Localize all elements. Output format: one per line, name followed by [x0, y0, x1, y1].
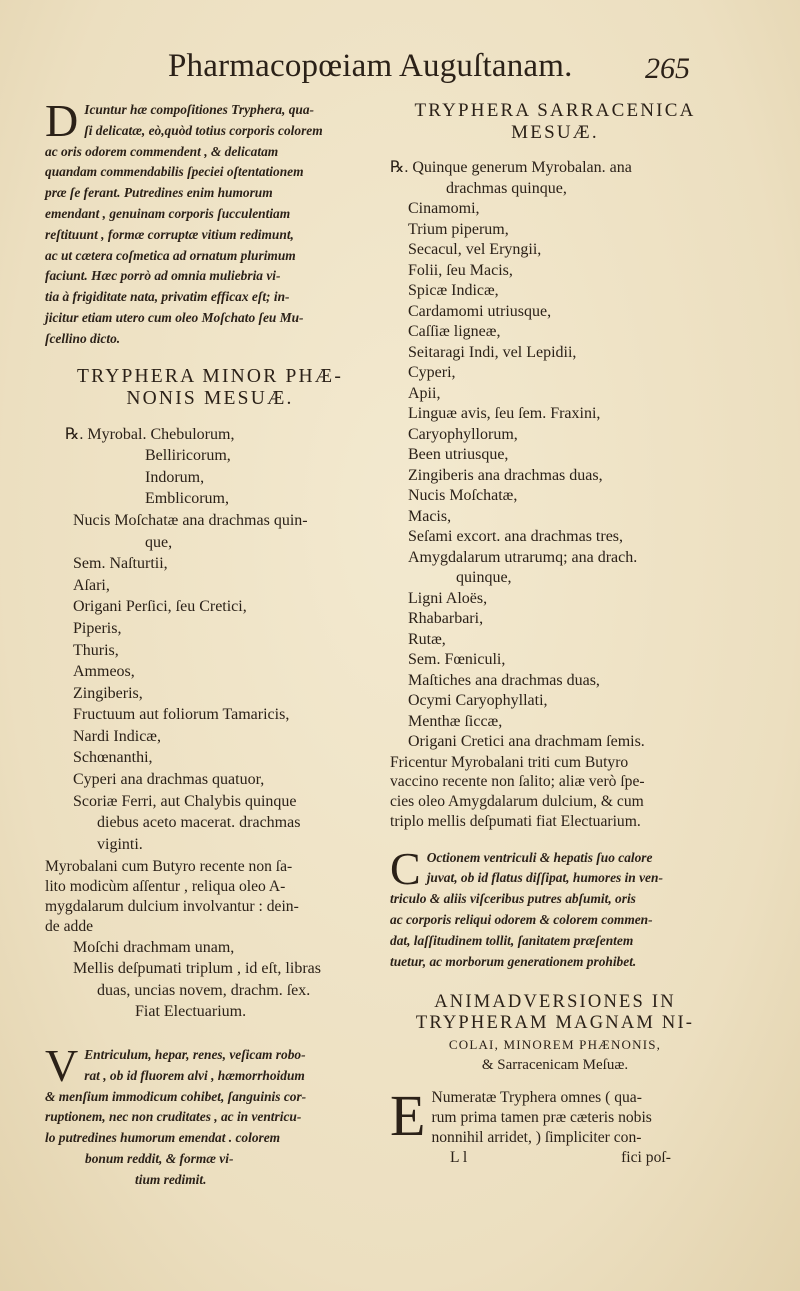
catchword: fici poſ- — [621, 1148, 671, 1166]
recipe-line: Fiat Electuarium. — [135, 1003, 247, 1021]
recipe-line: Cardamomi utriusque, — [408, 302, 552, 320]
heading-line: MESUÆ. — [511, 122, 599, 143]
recipe-line: Rhabarbari, — [408, 610, 484, 627]
virtues-paragraph — [45, 1040, 375, 1191]
recipe-line: Secacul, vel Eryngii, — [408, 241, 542, 258]
recipe-line: Zingiberis ana drachmas duas, — [408, 466, 603, 484]
recipe-line: Folii, ſeu Macis, — [408, 261, 513, 279]
dropcap-d: D — [45, 95, 79, 146]
recipe-line: Cyperi ana drachmas quatuor, — [73, 771, 265, 789]
recipe-line: Menthæ ſiccæ, — [408, 712, 503, 730]
recipe-line: Piperis, — [73, 619, 122, 637]
text-line: ac ut cætera coſmetica ad ornatum plurimum — [45, 247, 296, 263]
recipe-line: Belliricorum, — [145, 447, 231, 465]
text-line: ſi delicatæ, eò,quòd totius corporis colorem — [84, 122, 323, 138]
recipe-line: Sem. Fœniculi, — [408, 651, 506, 668]
text-line: emendant , genuinam corporis ſucculentiam — [45, 205, 291, 221]
text-line: ac oris odorem commendent , & delicatam — [45, 143, 279, 159]
text-line: jicitur etiam utero cum oleo Moſchato ſeu Mu- — [45, 309, 304, 325]
text-line: juvat, ob id flatus diſſipat, humores in ven- — [426, 870, 663, 886]
recipe-line: Caryophyllorum, — [408, 425, 518, 443]
recipe-line: Schœnanthi, — [73, 749, 153, 767]
section-heading-tryphera-sarracenica — [390, 100, 720, 144]
prose-line: lito modicùm aſſentur , reliqua oleo A- — [45, 878, 286, 896]
intro-paragraph — [45, 95, 375, 350]
page-number: 265 — [645, 52, 690, 85]
text-line: tia à frigiditate nata, privatim efficax eſt; in- — [45, 289, 290, 305]
text-line: tuetur, ac morborum generationem prohibet. — [390, 953, 637, 969]
recipe-line: que, — [145, 533, 173, 551]
prose-line: de addе — [45, 917, 94, 935]
recipe-list — [390, 158, 720, 753]
text-line: reſtituunt , formæ corruptæ vitium redimunt, — [45, 226, 294, 242]
prose-line: Myrobalani cum Butyro recente non ſa- — [45, 858, 293, 876]
recipe-line: Moſchi drachmam unam, — [73, 938, 235, 956]
recipe-line: Linguæ avis, ſeu ſem. Fraxini, — [408, 405, 601, 422]
section-heading-tryphera-minor — [45, 366, 375, 410]
text-line: faciunt. Hæc porrò ad omnia muliebria vi- — [45, 268, 281, 284]
recipe-line: Origani Cretici ana drachmam ſemis. — [408, 733, 645, 750]
footer-line — [390, 1148, 720, 1168]
text-line: Entriculum, hepar, renes, veſicam robo- — [84, 1047, 306, 1062]
recipe-line: diebus aceto macerat. drachmas — [97, 814, 301, 832]
text-line: præ ſe ferant. Putredines enim humorum — [45, 185, 273, 201]
recipe-line: Cinamomi, — [408, 200, 480, 217]
recipe-line: Ocymi Caryophyllati, — [408, 692, 548, 709]
recipe-line: Mellis deſpumati triplum , id eſt, libras — [73, 960, 321, 978]
recipe-line: Nardi Indicæ, — [73, 727, 161, 745]
recipe-line: Sem. Naſturtii, — [73, 555, 168, 573]
recipe-line: Origani Perſici, ſeu Cretici, — [73, 598, 247, 616]
text-line: ruptionem, nec non cruditates , ac in ventricu- — [45, 1109, 302, 1125]
recipe-line: ℞. Quinque generum Myrobalan. ana — [390, 159, 632, 176]
recipe-line: Spicæ Indicæ, — [408, 282, 499, 299]
recipe-line: Macis, — [408, 507, 452, 525]
recipe-line: Nucis Moſchatæ, — [408, 487, 518, 504]
running-title: Pharmacopœiam Auguſtanam. — [168, 48, 573, 84]
recipe-line: Scoriæ Ferri, aut Chalybis quinque — [73, 792, 297, 810]
recipe-line: Zingiberis, — [73, 684, 143, 702]
dropcap-e: E — [390, 1083, 426, 1149]
recipe-list — [45, 424, 375, 856]
prose-line: nonnihil arridet, ) ſimpliciter con- — [431, 1129, 642, 1147]
recipe-line: Caſſiæ ligneæ, — [408, 323, 501, 340]
signature-mark: L l — [450, 1148, 468, 1166]
preparation-text — [45, 857, 375, 936]
recipe-line: Apii, — [408, 384, 441, 402]
right-column — [390, 100, 720, 1168]
prose-line: Numeratæ Tryphera omnes ( qua- — [431, 1089, 642, 1107]
text-line: rat , ob id fluorem alvi , hæmorrhoidum — [84, 1067, 305, 1083]
text-line: lo putredines humorum emendat . colorem — [45, 1130, 281, 1146]
heading-line: TRYPHERAM MAGNAM NI- — [415, 1013, 695, 1034]
heading-line: & Sarracenicam Meſuæ. — [481, 1057, 629, 1074]
left-column — [45, 95, 375, 1191]
heading-line: NONIS MESUÆ. — [126, 387, 294, 409]
prose-line: Fricentur Myrobalani triti cum Butyro — [390, 753, 629, 771]
recipe-line: Seitaragi Indi, vel Lepidii, — [408, 343, 577, 361]
recipe-line: drachmas quinque, — [446, 179, 567, 197]
heading-line: TRYPHERA SARRACENICA — [414, 100, 696, 121]
recipe-line: Ligni Aloës, — [408, 589, 488, 607]
text-line: Icuntur hæ compoſitiones Tryphera, qua- — [84, 102, 315, 117]
prose-line: cies oleo Amygdalarum dulcium, & cum — [390, 793, 644, 811]
dropcap-v: V — [45, 1040, 79, 1091]
recipe-line: duas, uncias novem, drachm. ſex. — [97, 981, 311, 999]
recipe-line: Emblicorum, — [145, 490, 229, 508]
recipe-line: Cyperi, — [408, 364, 456, 381]
prose-line: mygdalarum dulcium involvantur : dein- — [45, 898, 299, 916]
text-line: quandam commendabilis ſpeciei oſtentationem — [45, 164, 304, 180]
recipe-line: Rutæ, — [408, 630, 446, 648]
preparation-text — [390, 753, 720, 832]
recipe-line: Seſami excort. ana drachmas tres, — [408, 528, 624, 545]
running-head — [0, 48, 800, 92]
intro-lines — [45, 95, 375, 350]
text-line: ac corporis reliqui odorem & colorem commen- — [390, 912, 653, 928]
recipe-line: Been utriusque, — [408, 446, 509, 463]
recipe-line: quinque, — [456, 569, 512, 586]
section-heading-animadversiones — [390, 992, 720, 1076]
text-line: ſcellino dicto. — [45, 330, 121, 346]
text-line: Octionem ventriculi & hepatis ſuo calore — [426, 849, 653, 865]
virtues-lines — [45, 1040, 375, 1191]
prose-line: rum prima tamen præ cæteris nobis — [431, 1109, 652, 1127]
dropcap-c: C — [390, 842, 421, 894]
recipe-line: Nucis Moſchatæ ana drachmas quin- — [73, 511, 308, 529]
closing-paragraph — [390, 1083, 720, 1167]
recipe-line: Fructuum aut foliorum Tamaricis, — [73, 706, 290, 724]
recipe-line: Trium piperum, — [408, 220, 509, 238]
heading-line: ANIMADVERSIONES IN — [434, 992, 676, 1013]
recipe-line: Ammeos, — [73, 663, 135, 681]
virtues-lines — [390, 842, 720, 973]
prose-line: vaccino recente non ſalito; aliæ verò ſpe- — [390, 773, 645, 791]
recipe-line: Amygdalarum utrarumq; ana drach. — [408, 548, 638, 566]
recipe-line: Maſtiches ana drachmas duas, — [408, 671, 600, 689]
prose-line: triplo mellis deſpumati fiat Electuarium. — [390, 812, 641, 830]
recipe-line: viginti. — [97, 835, 143, 853]
text-line: dat, laſſitudinem tollit, ſanitatem præſentem — [390, 932, 634, 948]
text-line: triculo & aliis viſceribus putres abſumit, oris — [390, 891, 636, 907]
heading-line: COLAI, MINOREM PHÆNONIS, — [448, 1037, 662, 1053]
heading-line: TRYPHERA MINOR PHÆ- — [76, 365, 344, 387]
recipe-line: Thuris, — [73, 641, 119, 659]
recipe-list-2 — [45, 937, 375, 1023]
text-line: & menſium immodicum cohibet, ſanguinis cor- — [45, 1088, 307, 1104]
text-line: tium redimit. — [135, 1171, 207, 1187]
virtues-paragraph — [390, 842, 720, 973]
recipe-line: Aſari, — [73, 576, 110, 594]
text-line: bonum reddit, & formæ vi- — [85, 1150, 234, 1166]
recipe-line: Indorum, — [145, 468, 205, 486]
recipe-line: ℞. Myrobal. Chebulorum, — [65, 425, 235, 443]
